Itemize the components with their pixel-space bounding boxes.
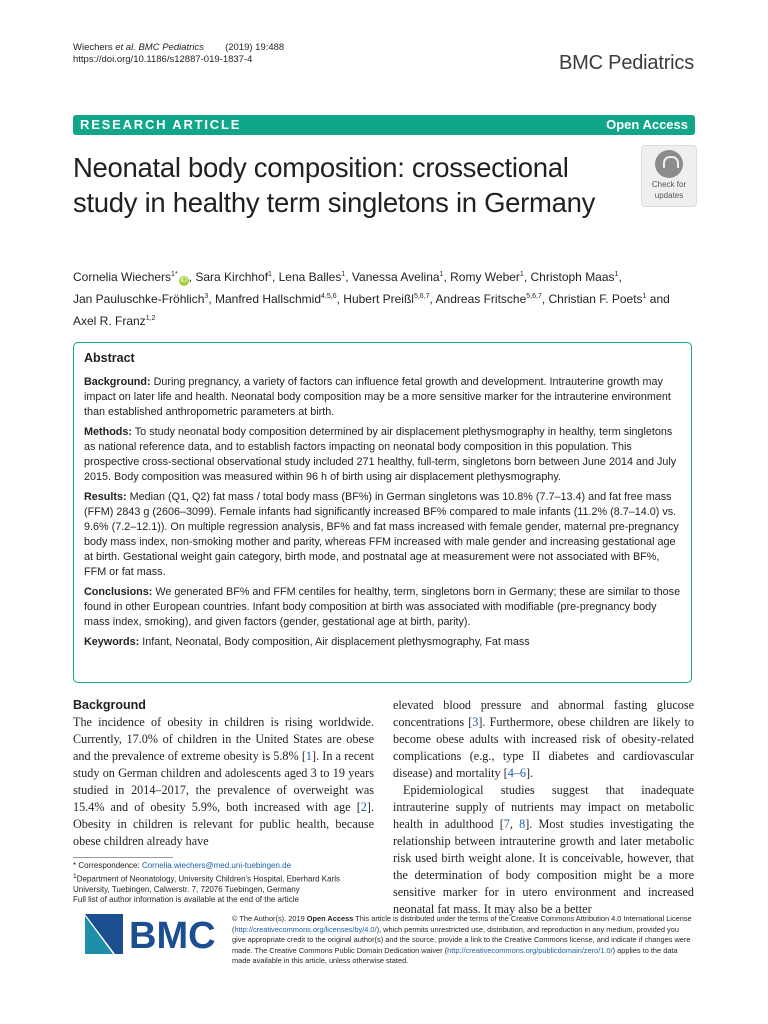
- abstract-conclusions: [84, 585, 684, 630]
- bmc-logo: [85, 910, 220, 959]
- author-name[interactable]: Axel R. Franz: [73, 314, 146, 328]
- citation-year: (2019) 19:488: [225, 42, 285, 53]
- body-text: ]. Furthermore, obese children are likely to become obese adults with increased risk of obesity-related complications (e.g., type II diabetes and cardiovascular disease) and mortality [: [393, 715, 695, 780]
- author-list: [73, 265, 703, 331]
- citation-line: [73, 42, 284, 54]
- orcid-icon[interactable]: iD: [180, 277, 187, 284]
- abstract-section-label: Background:: [84, 376, 151, 388]
- bmc-logo-icon: [85, 910, 220, 954]
- author-affiliation: 1: [439, 271, 444, 278]
- author-name[interactable]: , Christoph Maas: [523, 270, 615, 284]
- article-type-label: RESEARCH ARTICLE: [80, 117, 242, 132]
- body-text: ,: [509, 817, 520, 831]
- abstract-section-text: Infant, Neonatal, Body composition, Air displacement plethysmography, Fat mass: [139, 636, 530, 648]
- author-affiliation: 1*: [171, 271, 178, 278]
- body-text: ]. Most studies investigating the relationship between intrauterine growth and later metabolic risk used birth weight alone. It is conceivable, however, that the determination of body composition might be a more sensitive marker for in utero environment and increased neonatal fat mass. It may also be a better: [393, 817, 695, 916]
- author-name[interactable]: , Hubert Preißl: [336, 292, 414, 306]
- body-text: Epidemiological studies suggest that inadequate intrauterine supply of nutrients may impact on metabolic health in adulthood [: [393, 783, 694, 831]
- license-text: © The Author(s). 2019: [232, 914, 307, 923]
- reference-link[interactable]: 2: [360, 800, 367, 814]
- reference-link[interactable]: 3: [472, 715, 479, 729]
- author-line-3: [73, 309, 703, 331]
- reference-link[interactable]: 4–6: [507, 766, 527, 780]
- badge-label-2: updates: [654, 191, 684, 200]
- body-column-left: [73, 697, 374, 850]
- license-text: ) applies to the data made available in this article, unless otherwise stated.: [232, 945, 678, 966]
- abstract-section-text: During pregnancy, a variety of factors can influence fetal growth and development. Intrauterine growth may impact on later life and health. Neonatal body composition may be a more sensitive marker for the intrauterine environment than established anthropometric parameters at birth.: [84, 376, 671, 418]
- body-text: The incidence of obesity in children is rising worldwide. Currently, 17.0% of children in the United States are obese and the prevalence of extreme obesity is 5.8% [: [73, 715, 374, 763]
- author-affiliation: 5,6,7: [526, 293, 542, 300]
- reference-link[interactable]: 8: [519, 817, 526, 831]
- body-paragraph: [393, 697, 694, 782]
- footnote: [73, 861, 378, 906]
- author-affiliation: 1: [614, 271, 619, 278]
- abstract-section-label: Methods:: [84, 426, 132, 438]
- author-affiliation: 4,5,6: [321, 293, 337, 300]
- body-column-right: [393, 697, 694, 918]
- abstract-section-label: Keywords:: [84, 636, 140, 648]
- body-paragraph: [73, 714, 374, 850]
- journal-name: BMC Pediatrics: [558, 52, 694, 74]
- doi-link[interactable]: https://doi.org/10.1186/s12887-019-1837-4: [73, 54, 253, 65]
- license-statement: [232, 914, 694, 967]
- footnote-divider: [73, 857, 173, 858]
- correspondence-label: * Correspondence:: [73, 861, 142, 870]
- abstract-methods: [84, 425, 684, 485]
- abstract-heading: Abstract: [84, 351, 135, 365]
- author-affiliation: 1: [268, 271, 272, 278]
- author-affiliation: 1,2: [145, 315, 156, 322]
- author-name[interactable]: , Manfred Hallschmid: [208, 292, 322, 306]
- abstract-section-label: Conclusions:: [84, 586, 153, 598]
- abstract-section-text: Median (Q1, Q2) fat mass / total body mass (BF%) in German singletons was 10.8% (7.7–13.4) and fat free mass (FFM) 2843 g (2606–3099). Female infants had significantly increased BF% compared to male infants (11.2% (8.7–14.0) vs. 9.6% (7.2–12.1)). On multiple regression analysis, BF% and fat mass increased with female gender, maternal pre-pregnancy body mass index, non-smoking mother and parity, whereas FFM increased with male gender and increasing gestational age at birth. Gestational weight gain category, birth mode, and postnatal age at measurement were not associated with BF%, FFM or fat mass.: [84, 491, 679, 578]
- open-access-label: Open Access: [606, 117, 688, 132]
- license-text: ), which permits unrestricted use, distribution, and reproduction in any medium, provided you give appropriate credit to the original author(s) and the source, provide a link to the Creative Commons license, and indicate if changes were made. The Creative Commons Public Domain Dedication waiver (: [232, 924, 691, 955]
- license-text: This article is distributed under the terms of the Creative Commons Attribution 4.0 International License (: [232, 914, 692, 934]
- bmc-logo-text: BMC: [129, 915, 216, 954]
- author-name[interactable]: , Christian F. Poets: [541, 292, 643, 306]
- abstract-section-label: Results:: [84, 491, 127, 503]
- author-name[interactable]: , Andreas Fritsche: [429, 292, 527, 306]
- abstract-content: [84, 351, 684, 655]
- author-name[interactable]: Jan Pauluschke-Fröhlich: [73, 292, 205, 306]
- author-name[interactable]: , Romy Weber: [443, 270, 520, 284]
- body-text: elevated blood pressure and abnormal fasting glucose concentrations [: [393, 698, 694, 729]
- abstract-keywords: [84, 635, 684, 650]
- correspondence-line: [73, 861, 378, 872]
- license-link[interactable]: http://creativecommons.org/licenses/by/4.0/: [234, 924, 377, 934]
- author-affiliation: 1: [341, 271, 346, 278]
- author-info-note: Full list of author information is available at the end of the article: [73, 895, 299, 905]
- check-for-updates-icon: [655, 150, 683, 178]
- author-name[interactable]: , Lena Balles: [271, 270, 342, 284]
- correspondence-email-link[interactable]: Cornelia.wiechers@med.uni-tuebingen.de: [141, 861, 292, 870]
- author-affiliation: 5,6,7: [413, 293, 430, 300]
- author-separator: ,: [618, 270, 622, 284]
- affiliation-number: 1: [73, 872, 77, 880]
- body-paragraph: [393, 782, 694, 918]
- author-affiliation: 3: [204, 293, 209, 300]
- abstract-results: [84, 490, 684, 580]
- author-line-1: [73, 265, 703, 287]
- author-name[interactable]: , Sara Kirchhof: [188, 270, 269, 284]
- body-text: ]. Obesity in children is relevant for public health, because obese children already have: [73, 800, 374, 848]
- author-name[interactable]: , Vanessa Avelina: [345, 270, 440, 284]
- citation-authors: Wiechers: [73, 42, 116, 53]
- body-text: ]. In a recent study on German children and adolescents aged 3 to 19 years studied in 2014–2017, the prevalence of overweight was 15.4% and of obesity 5.9%, both increased with age [: [73, 749, 375, 814]
- body-text: ].: [526, 766, 534, 780]
- affiliation-line: [73, 872, 378, 896]
- abstract-section-text: We generated BF% and FFM centiles for healthy, term, singletons born in Germany; these are similar to those found in other European countries. Infant body composition at birth was associated with modifiable (pre-pregnancy body mass index, smoking), and given factors (gender, gestational age at birth, parity).: [84, 586, 681, 628]
- check-for-updates-badge[interactable]: [641, 145, 697, 207]
- abstract-section-text: To study neonatal body composition determined by air displacement plethysmography in healthy, term singletons as national reference data, and to establish factors impacting on neonatal body composition in this population. This prospective cross-sectional observational study included 271 healthy, full-term, singletons born between June 2014 and July 2015. Body composition was measured within 96 h of birth using air displacement plethysmography.: [84, 426, 677, 483]
- citation-block: [73, 42, 284, 66]
- author-line-2: [73, 287, 703, 309]
- reference-link[interactable]: 1: [305, 749, 313, 763]
- reference-link[interactable]: 7: [503, 817, 510, 831]
- article-title: Neonatal body composition: crossectional study in healthy term singletons in Germany: [73, 152, 596, 218]
- citation-etal: et al. BMC Pediatrics: [115, 42, 204, 53]
- author-conjunction: and: [646, 292, 670, 306]
- public-domain-link[interactable]: http://creativecommons.org/publicdomain/zero/1.0/: [447, 945, 613, 955]
- section-heading: Background: [73, 698, 146, 712]
- license-open-access: Open Access: [306, 914, 354, 923]
- affiliation-text: Department of Neonatology, University Children's Hospital, Eberhard Karls University, Tuebingen, Calwerstr. 7, 72076 Tuebingen, Germany: [73, 874, 340, 894]
- abstract-box: [73, 342, 692, 683]
- abstract-background: [84, 375, 684, 420]
- author-name[interactable]: Cornelia Wiechers: [73, 270, 172, 284]
- author-affiliation: 1: [642, 293, 647, 300]
- badge-label-1: Check for: [651, 180, 687, 189]
- author-affiliation: 1: [519, 271, 524, 278]
